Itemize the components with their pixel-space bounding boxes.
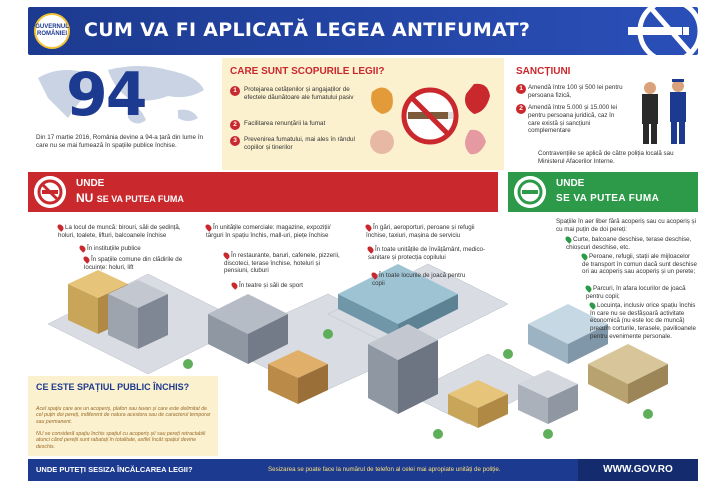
purpose-item-text: Protejarea cetățenilor și angajaților de efectele dăunătoare ale fumatului pasiv: [244, 86, 354, 101]
purpose-title: CARE SUNT SCOPURILE LEGII?: [230, 66, 385, 77]
location-text: Locuința, inclusiv orice spațiu închis în care nu se desfășoară activitate economică (nu este loc de muncă) precum corturile, terasele, pavilioanele pentru evenimente personale.: [590, 302, 696, 340]
report-answer: Sesizarea se poate face la numărul de telefon al celei mai apropiate unități de poliție.: [268, 466, 501, 473]
item-number-badge: 1: [516, 84, 526, 94]
closed-space-exception: NU se consideră spațiu închis spațiul cu acoperiș și/ sau pereți retractabili atunci când pereții sunt rabatați în totalitate, astfel încât spațiul devine deschis.: [36, 431, 206, 450]
location-text: Parcuri, în afara locurilor de joacă pentru copii;: [586, 285, 686, 300]
item-number-badge: 2: [230, 120, 240, 130]
location-text: În unitățile comerciale: magazine, expoziții/ târguri în spațiu închis, mall-uri, piețe închise: [206, 224, 331, 239]
no-smoke-location: [224, 252, 342, 275]
government-logo: [34, 13, 70, 49]
no-smoking-banner: [28, 172, 498, 212]
purpose-item-text: Prevenirea fumatului, mai ales în rândul copiilor și tinerilor: [244, 136, 355, 151]
location-pin-icon: [580, 252, 588, 260]
purpose-item-text: Facilitarea renunțării la fumat: [244, 120, 326, 127]
location-text: În instituțiile publice: [87, 245, 141, 253]
stat-description: Din 17 martie 2016, România devine a 94-a țară din lume în care nu se mai fumează în spațiile publice închise.: [36, 134, 203, 149]
no-smoking-icon: [34, 176, 66, 208]
sanction-item: [516, 104, 626, 135]
closed-space-title: CE ESTE SPAȚIUL PUBLIC ÎNCHIS?: [36, 382, 190, 392]
no-smoke-location: [366, 224, 496, 239]
location-text: În restaurante, baruri, cafenele, pizzerii, discoteci, terase închise, hoteluri și pensiuni, cluburi: [224, 252, 340, 275]
location-text: Peroane, refugii, stații ale mijloacelor de transport în comun dacă sunt deschise ori au acoperiș sau acoperiș și un perete;: [582, 253, 697, 276]
location-text: În teatre și săli de sport: [239, 282, 303, 290]
smoke-allowed-intro: Spațiile în aer liber fără acoperiș sau cu acoperiș și cu mai puțin de doi pereți:: [556, 218, 696, 233]
no-smoke-location: [58, 224, 198, 239]
banner-line2-rest: SE VA PUTEA FUMA: [96, 194, 184, 204]
no-smoke-location: [206, 224, 340, 239]
location-pin-icon: [230, 281, 238, 289]
location-text: În toate locurile de joacă pentru copii: [372, 272, 466, 287]
no-smoking-icon: [588, 7, 698, 55]
location-pin-icon: [364, 223, 372, 231]
sanction-item-text: Amendă între 100 și 500 lei pentru persoana fizică,: [528, 84, 623, 99]
police-officers-illustration: [632, 76, 698, 148]
no-smoke-location: [84, 256, 204, 271]
report-question: UNDE PUTEȚI SESIZA ÎNCĂLCAREA LEGII?: [36, 465, 193, 474]
sanctions-note: Contravențiile se aplică de către poliția locală sau Ministerul Afacerilor Interne.: [538, 150, 674, 165]
page-title: CUM VA FI APLICATĂ LEGEA ANTIFUMAT?: [84, 19, 531, 41]
location-text: Curte, balcoane deschise, terase deschise, chioșcuri deschise, etc.: [566, 236, 692, 251]
closed-space-info: [28, 376, 218, 456]
location-pin-icon: [584, 284, 592, 292]
purpose-item: [230, 86, 355, 102]
location-pin-icon: [78, 244, 86, 252]
sanction-item-text: Amendă între 5.000 și 15.000 lei pentru persoana juridică, caz în care există și sancțiuni complementare: [528, 104, 618, 135]
header-banner: [28, 7, 698, 55]
purpose-item: [230, 136, 355, 152]
no-smoke-location: [232, 282, 342, 290]
banner-line1: UNDE: [76, 178, 105, 189]
location-pin-icon: [370, 271, 378, 279]
location-text: În spațiile comune din clădirile de locuințe: holuri, lift: [84, 256, 183, 271]
smoke-allowed-location: [566, 236, 698, 251]
logo-text: GUVERNUL ROMÂNIEI: [35, 24, 69, 37]
sanction-item: [516, 84, 626, 100]
no-smoke-location: [372, 272, 472, 287]
no-smoke-location: [80, 245, 190, 253]
purpose-item: [230, 120, 355, 128]
smoking-allowed-icon: [514, 176, 546, 208]
smoke-allowed-location: [586, 285, 696, 300]
location-pin-icon: [204, 223, 212, 231]
smoking-allowed-banner: [508, 172, 698, 212]
stat-block: [28, 58, 213, 168]
location-pin-icon: [588, 301, 596, 309]
location-pin-icon: [564, 235, 572, 243]
closed-space-definition: Acel spațiu care are un acoperiș, plafon sau tavan și care este delimitat de cel puțin doi pereți, indiferent de natura acestora sau de caracterul temporar sau permanent.: [36, 406, 211, 425]
sanctions-panel: [510, 58, 698, 170]
smoke-allowed-location: [582, 253, 698, 276]
banner-nu: NU: [76, 191, 94, 205]
purpose-panel: [222, 58, 504, 170]
item-number-badge: 1: [230, 86, 240, 96]
banner-line2: [76, 191, 184, 205]
location-text: La locul de muncă: birouri, săli de ședință, holuri, toalete, lifturi, balcoanele închise: [58, 224, 181, 239]
no-smoke-location: [368, 246, 496, 261]
location-pin-icon: [82, 255, 90, 263]
item-number-badge: 3: [230, 136, 240, 146]
sanctions-title: SANCȚIUNI: [516, 66, 571, 77]
location-pin-icon: [366, 245, 374, 253]
smoke-allowed-location: [590, 302, 698, 340]
location-pin-icon: [56, 223, 64, 231]
banner-line1: UNDE: [556, 178, 585, 189]
location-text: În toate unitățile de învățământ, medico-sanitare și protecția copilului: [368, 246, 486, 261]
location-pin-icon: [222, 251, 230, 259]
website-link[interactable]: WWW.GOV.RO: [578, 459, 698, 481]
footer-bar: [28, 459, 698, 481]
health-illustration: [362, 78, 500, 166]
location-text: În gări, aeroporturi, peroane și refugii închise, taxiuri, mașina de serviciu: [366, 224, 475, 239]
stat-number: 94: [66, 60, 146, 130]
banner-line2: SE VA PUTEA FUMA: [556, 193, 660, 204]
item-number-badge: 2: [516, 104, 526, 114]
